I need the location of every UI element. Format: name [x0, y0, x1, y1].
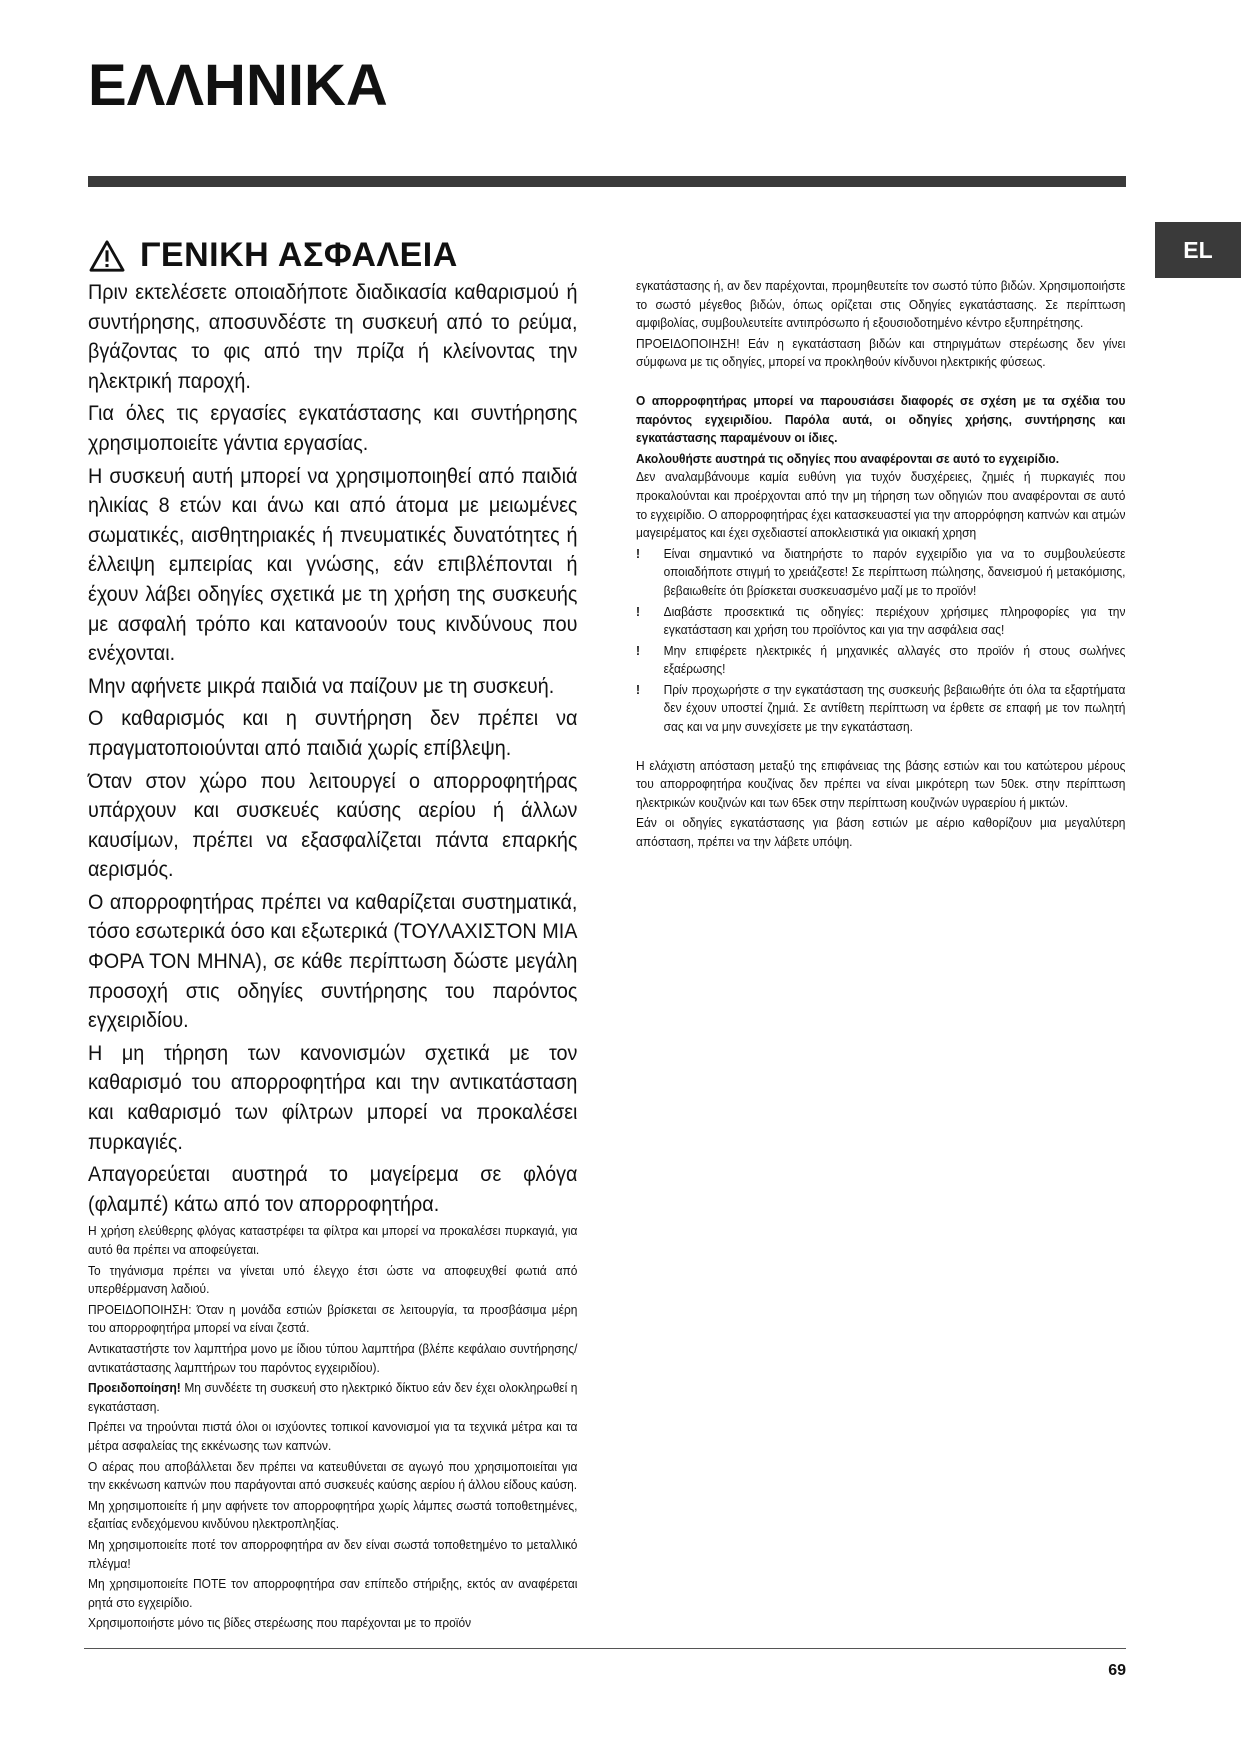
list-item-text: Μην επιφέρετε ηλεκτρικές ή μηχανικές αλλαγές στο προϊόν ή στους σωλήνες εξαέρωσης! — [663, 642, 1126, 677]
bold-paragraph — [636, 450, 1125, 469]
warning-lead: Προειδοποίηση! — [88, 1380, 181, 1396]
paragraph: Ο καθαρισμός και η συντήρηση δεν πρέπει να πραγματοποιούνται από παιδιά χωρίς επίβλεψη. — [88, 706, 578, 760]
paragraph: Μη χρησιμοποιείτε ή μην αφήνετε τον απορροφητήρα χωρίς λάμπες σωστά τοποθετημένες, εξαιτίας ενδεχόμενου κινδύνου ηλεκτροπληξίας. — [88, 1497, 578, 1532]
paragraph: Μη χρησιμοποιείτε ΠΟΤΕ τον απορροφητήρα σαν επίπεδο στήριξης, εκτός αν αναφέρεται ρητά στο εγχειρίδιο. — [88, 1576, 578, 1610]
warning-paragraph — [88, 1379, 577, 1416]
paragraph: εγκατάστασης ή, αν δεν παρέχονται, προμηθευτείτε τον σωστό τύπο βιδών. Χρησιμοποιήστε το σωστό μέγεθος βιδών, όπως ορίζεται στις Οδηγίες εγκατάστασης. Σε περίπτωση αμφιβολίας, συμβουλευτείτε αντιπρόσωπο ή εξουσιοδοτημένο κέντρο εξυπηρέτησης. — [636, 278, 1126, 331]
paragraph: Η συσκευή αυτή μπορεί να χρησιμοποιηθεί από παιδιά ηλικίας 8 ετών και άνω και από άτομα με μειωμένες σωματικές, αισθητηριακές ή πνευματικές δυνατότητες ή έλλειψη εμπειρίας και γνώσης, εάν επιβλέπονται ή έχουν λάβει οδηγίες σχετικά με τη χρήση της συσκευής με ασφαλή τρόπο και κατανοούν τους κινδύνους που ενέχονται. — [88, 463, 578, 666]
large-text-block — [88, 278, 578, 1219]
warning-text: Μη συνδέετε τη συσκευή στο ηλεκτρικό δίκτυο εάν δεν έχει ολοκληρωθεί η εγκατάσταση. — [88, 1380, 578, 1414]
paragraph: Η μη τήρηση των κανονισμών σχετικά με τον καθαρισμό του απορροφητήρα και την αντικατάσταση και καθαρισμό των φίλτρων μπορεί να προκαλέσει πυρκαγιές. — [88, 1040, 578, 1154]
paragraph: Χρησιμοποιήστε μόνο τις βίδες στερέωσης που παρέχονται με το προϊόν — [88, 1615, 472, 1631]
notice-list — [636, 545, 1126, 737]
section-heading — [88, 236, 458, 275]
section-title: ΓΕΝΙΚΗ ΑΣΦΑΛΕΙΑ — [140, 236, 458, 274]
right-text-block — [636, 277, 1126, 543]
left-column — [88, 278, 578, 1635]
paragraph: Πριν εκτελέσετε οποιαδήποτε διαδικασία καθαρισμού ή συντήρησης, αποσυνδέστε τη συσκευή από το ρεύμα, βγάζοντας το φις από την πρίζα ή κλείνοντας την ηλεκτρική παροχή. — [88, 280, 578, 393]
list-item — [636, 545, 1125, 601]
paragraph: Ο απορροφητήρας πρέπει να καθαρίζεται συστηματικά, τόσο εσωτερικά όσο και εξωτερικά (ΤΟΥΛΑΧΙΣΤΟΝ ΜΙΑ ΦΟΡΑ ΤΟΝ ΜΗΝΑ), σε κάθε περίπτωση δώστε μεγάλη προσοχή στις οδηγίες συντήρησης του παρόντος εγχειριδίου. — [88, 889, 578, 1033]
right-column — [636, 277, 1126, 854]
paragraph: Η χρήση ελεύθερης φλόγας καταστρέφει τα φίλτρα και μπορεί να προκαλέσει πυρκαγιά, για αυτό θα πρέπει να αποφεύγεται. — [88, 1223, 578, 1257]
distance-text-block — [636, 757, 1126, 852]
exclamation-mark: ! — [636, 681, 640, 697]
paragraph: Αντικαταστήστε τον λαμπτήρα μονο με ίδιου τύπου λαμπτήρα (βλέπε κεφάλαιο συντήρησης/αντικατάστασης λαμπτήρων του παρόντος εγχειριδίου). — [88, 1340, 578, 1375]
paragraph: Για όλες τις εργασίες εγκατάστασης και συντήρησης χρησιμοποιείτε γάντια εργασίας. — [88, 401, 578, 455]
paragraph: Όταν στον χώρο που λειτουργεί ο απορροφητήρας υπάρχουν και συσκευές καύσης αερίου ή άλλων καυσίμων, πρέπει να εξασφαλίζεται πάντα επαρκής αερισμός. — [88, 768, 578, 882]
bold-text: Ακολουθήστε αυστηρά τις οδηγίες που αναφέρονται σε αυτό το εγχειρίδιο. — [636, 450, 1060, 466]
header-divider — [88, 176, 1126, 187]
paragraph: Απαγορεύεται αυστηρά το μαγείρεμα σε φλόγα (φλαμπέ) κάτω από τον απορροφητήρα. — [88, 1162, 578, 1216]
list-item-text: Είναι σημαντικό να διατηρήστε το παρόν εγχειρίδιο για να το συμβουλεύεστε οποιαδήποτε στιγμή το χρειάζεστε! Σε περίπτωση πώλησης, δανεισμού ή μετακόμισης, βεβαιωθείτε ότι βρίσκεται συσκευασμένο μαζί με το προϊόν! — [663, 545, 1126, 598]
paragraph: Μην αφήνετε μικρά παιδιά να παίζουν με τη συσκευή. — [88, 673, 555, 698]
bold-text: Ο απορροφητήρας μπορεί να παρουσιάσει διαφορές σε σχέση με τα σχέδια του παρόντος εγχειριδίου. Παρόλα αυτά, οι οδηγίες χρήσης, συντήρησης και εγκατάστασης παραμένουν οι ίδιες. — [636, 392, 1126, 446]
exclamation-mark: ! — [636, 545, 640, 561]
warning-triangle-icon — [88, 239, 126, 273]
paragraph: ΠΡΟΕΙΔΟΠΟΙΗΣΗ! Εάν η εγκατάσταση βιδών και στηριγμάτων στερέωσης δεν γίνει σύμφωνα με τις οδηγίες, μπορεί να προκληθούν κίνδυνοι ηλεκτρικής φύσεως. — [636, 335, 1126, 370]
paragraph: Ο αέρας που αποβάλλεται δεν πρέπει να κατευθύνεται σε αγωγό που χρησιμοποιείται για την εκκένωση καπνών που παράγονται από συσκευές καύσης αερίου ή άλλου είδους καύση. — [88, 1458, 578, 1493]
list-item — [636, 681, 1125, 737]
exclamation-mark: ! — [636, 603, 640, 619]
paragraph: Δεν αναλαμβάνουμε καμία ευθύνη για τυχόν δυσχέρειες, ζημιές ή πυρκαγιές που προκαλούνται και προέρχονται από την μη τήρηση των οδηγιών που αναφέρονται σε αυτό το εγχειρίδιο. Ο απορροφητήρας έχει κατασκευαστεί για την απορρόφηση καπνών και ατμών μαγειρέματος και έχει σχεδιαστεί αποκλειστικά για οικιακή χρηση — [636, 469, 1126, 541]
paragraph: Πρέπει να τηρούνται πιστά όλοι οι ισχύοντες τοπικοί κανονισμοί για τα τεχνικά μέτρα και τα μέτρα ασφαλείας της εκκένωσης των καπνών. — [88, 1419, 578, 1453]
list-item — [636, 603, 1125, 640]
paragraph: Εάν οι οδηγίες εγκατάστασης για βάση εστιών με αέριο καθορίζουν μια μεγαλύτερη απόσταση, πρέπει να την λάβετε υπόψη. — [636, 815, 1126, 850]
list-item-text: Διαβάστε προσεκτικά τις οδηγίες: περιέχουν χρήσιμες πληροφορίες για την εγκατάσταση και χρήση του προϊόντος και για την ασφάλεια σας! — [663, 603, 1126, 638]
paragraph: Μη χρησιμοποιείτε ποτέ τον απορροφητήρα αν δεν είναι σωστά τοποθετημένο το μεταλλικό πλέγμα! — [88, 1536, 578, 1571]
small-text-block — [88, 1222, 578, 1632]
paragraph: Το τηγάνισμα πρέπει να γίνεται υπό έλεγχο έτσι ώστε να αποφευχθεί φωτιά από υπερθέρμανση λαδιού. — [88, 1262, 578, 1297]
spacer — [636, 739, 1126, 757]
language-title: ΕΛΛΗΝΙΚΑ — [88, 53, 388, 118]
footer-divider — [84, 1648, 1126, 1649]
paragraph: Η ελάχιστη απόσταση μεταξύ της επιφάνειας της βάσης εστιών και του κατώτερου μέρους του απορροφητήρα κουζίνας δεν πρέπει να είναι μικρότερη των 50εκ. στην περίπτωση ηλεκτρικών κουζινών και των 65εκ στην περίπτωση κουζινών υγραερίου ή μικτών. — [636, 757, 1126, 810]
page-number: 69 — [1108, 1662, 1126, 1679]
exclamation-mark: ! — [636, 642, 640, 658]
paragraph: ΠΡΟΕΙΔΟΠΟΙΗΣΗ: Όταν η μονάδα εστιών βρίσκεται σε λειτουργία, τα προσβάσιμα μέρη του απορροφητήρα μπορεί να είναι ζεστά. — [88, 1301, 578, 1336]
spacer — [636, 374, 1126, 392]
language-tab: EL — [1155, 222, 1241, 278]
list-item — [636, 642, 1125, 679]
list-item-text: Πρίν προχωρήστε σ την εγκατάσταση της συσκευής βεβαιωθήτε ότι όλα τα εξαρτήματα δεν έχουν υποστεί ζημιά. Σε αντίθετη περίπτωση να έρθετε σε επαφή με τον πωλητή σας και να μην συνεχίσετε με την εγκατάσταση. — [663, 681, 1126, 735]
bold-paragraph — [636, 392, 1125, 448]
